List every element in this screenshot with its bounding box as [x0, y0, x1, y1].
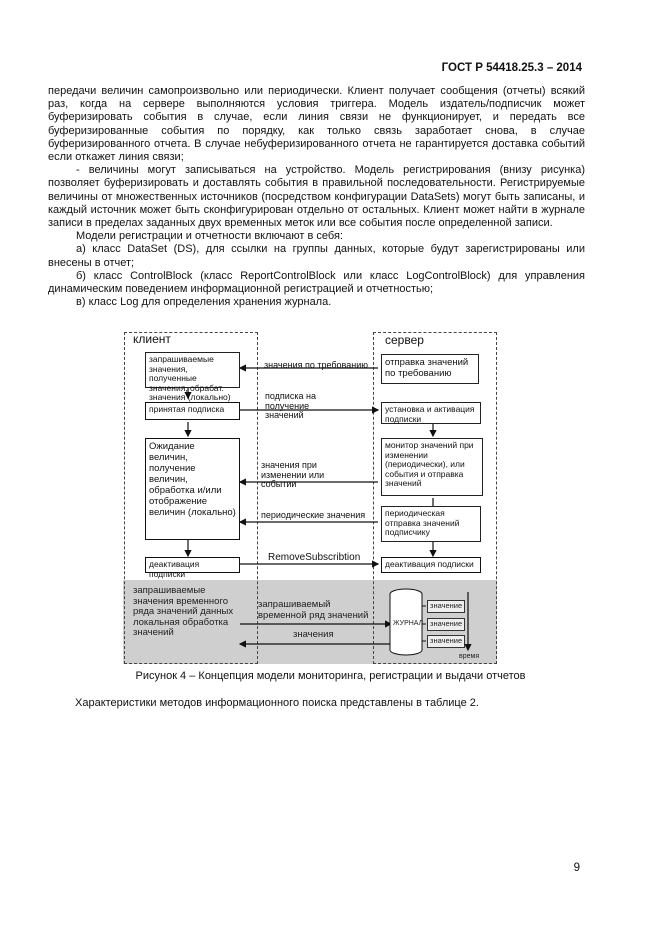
- journal-value: значение: [427, 635, 465, 648]
- journal-label: ЖУРНАЛ: [393, 620, 424, 627]
- client-box-waiting-values: Ожидание величин, получение величин, обработка и/или отображение величин (локально): [145, 438, 240, 540]
- list-item: в) класс Log для определения хранения журнала.: [76, 296, 332, 309]
- body-text: [48, 85, 585, 309]
- arrow-label-remove-subscription: RemoveSubscribtion: [268, 552, 361, 563]
- client-title: клиент: [133, 332, 171, 346]
- paragraph: передачи величин самопроизвольно или периодически. Клиент получает сообщения (отчеты) всякий раз, когда на сервере выполняются условия триггера. Модель издатель/подписчик может буферизировать события в случае, если линия связи не функционирует, и передать все буферизированные события по порядку, как только связь заработает снова, в случае буферизированного отчета. В случае небуферизированного отчета не гарантируется доставка событий если откажет линия связи;: [48, 85, 585, 164]
- journal-value: значение: [427, 600, 465, 613]
- server-box-deactivate: деактивация подписки: [381, 557, 481, 573]
- server-box-periodic-send: периодическая отправка значений подписчику: [381, 506, 481, 542]
- figure-caption: Рисунок 4 – Концепция модели мониторинга, регистрации и выдачи отчетов: [135, 670, 526, 682]
- time-label: время: [459, 653, 480, 660]
- paragraph: - величины могут записываться на устройство. Модель регистрирования (внизу рисунка) позволяет буферизировать и доставлять события в правильной последовательности. Регистрируемые величины от множественных источников (посредством конфигурации DataSets) могут быть записаны, и каждый источник может быть сконфигурирован отдельно от остальных. Клиент может найти в журнале записи в пределах заданных двух временных меток или все события после определенной записи.: [48, 164, 585, 230]
- server-title: сервер: [385, 333, 424, 347]
- doc-header: ГОСТ Р 54418.25.3 – 2014: [441, 62, 582, 74]
- client-box-deactivate: деактивация подписки: [145, 557, 240, 573]
- band-arrow-label-time-series: запрашиваемый временной ряд значений: [258, 599, 369, 621]
- paragraph: Модели регистрации и отчетности включают в себя:: [76, 230, 343, 243]
- arrow-label-subscribe: подписка на получение значений: [265, 391, 316, 421]
- list-item: б) класс ControlBlock (класс ReportControlBlock или класс LogControlBlock) для управления динамическим поведением информационной регистрацией и отчетностью;: [48, 269, 585, 296]
- arrow-label-periodic: периодические значения: [261, 510, 366, 520]
- band-arrow-label-values: значения: [293, 629, 334, 640]
- band-client-text: запрашиваемые значения временного ряда значений данных локальная обработка значений: [133, 585, 234, 638]
- arrow-label-on-change: значения при изменении или событии: [261, 460, 325, 490]
- list-item: а) класс DataSet (DS), для ссылки на группы данных, которые будут зарегистрированы или внесены в отчет;: [48, 243, 585, 269]
- server-box-setup-subscription: установка и активация подписки: [381, 402, 481, 424]
- journal-value: значение: [427, 618, 465, 631]
- monitoring-diagram: [123, 330, 497, 664]
- arrow-label-on-demand: значения по требованию: [264, 360, 368, 370]
- server-box-monitor-values: монитор значений при изменении (периодически), или события и отправка значений: [381, 438, 483, 496]
- server-box-send-on-demand: отправка значений по требованию: [381, 354, 479, 384]
- page-number: 9: [573, 862, 580, 874]
- paragraph: Характеристики методов информационного поиска представлены в таблице 2.: [75, 697, 479, 709]
- client-box-requested-values: запрашиваемые значения, полученные значения, обрабат. значения (локально): [145, 352, 240, 388]
- client-box-accepted-subscription: принятая подписка: [145, 402, 240, 420]
